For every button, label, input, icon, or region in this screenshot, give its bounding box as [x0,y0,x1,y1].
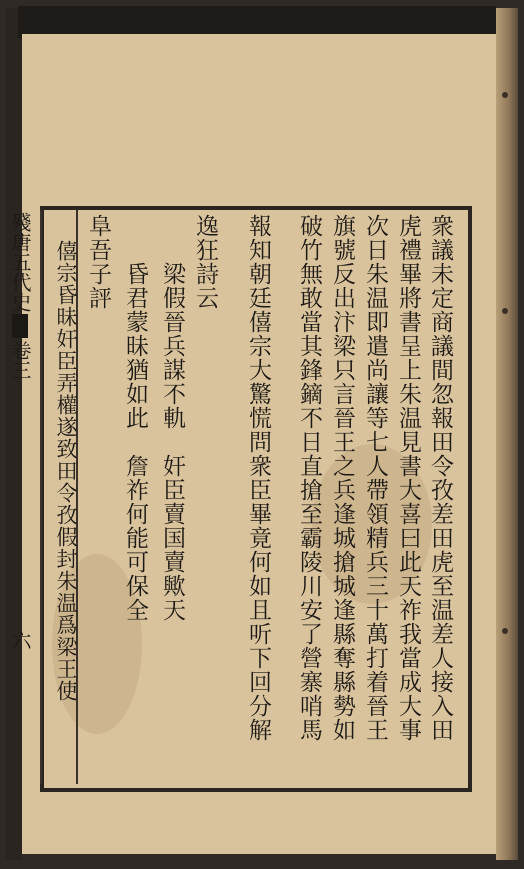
page-fold [496,8,518,860]
stitch-hole [502,628,508,634]
text-column: 虎禮畢將書呈上朱温見書大喜曰此天祚我當成大事 [395,214,421,742]
poem-line-column: 昏君蒙昧猶如此 詹祚何能可保全 [122,262,148,622]
text-column: 次日朱温即遣尚讓等七人帶領精兵三十萬打着晉王 [362,214,388,742]
stitch-hole [502,308,508,314]
text-column: 衆議未定商議間忽報田令孜差田虎至温差人接入田 [427,214,453,742]
commentary-column: 僖宗昏昧奸臣弄權遂致田令孜假封朱温爲梁王使 [54,240,78,702]
text-column: 破竹無敢當其鋒鏑不日直搶至霸陵川安了營寨哨馬 [296,214,322,742]
fish-tail-mark [12,314,28,338]
text-column: 報知朝廷僖宗大驚慌問衆臣畢竟何如且听下回分解 [245,214,271,742]
book-title: 殘唐五代史 [8,212,32,312]
poem-line-column: 梁假晉兵謀不軌 奸臣賣国賣歟天 [159,262,185,622]
stitch-hole [502,92,508,98]
juan-number: 卷三 [8,340,32,380]
poem-intro-column: 逸狂詩云 [192,214,218,310]
column-rule [40,210,42,784]
folio-number: 六 [8,630,32,650]
text-column: 旗號反出汴梁只言晉王之兵逢城搶城逢縣奪縣勢如 [329,214,355,742]
commentary-label-column: 阜吾子評 [85,214,111,310]
margin-title-column [6,212,35,650]
